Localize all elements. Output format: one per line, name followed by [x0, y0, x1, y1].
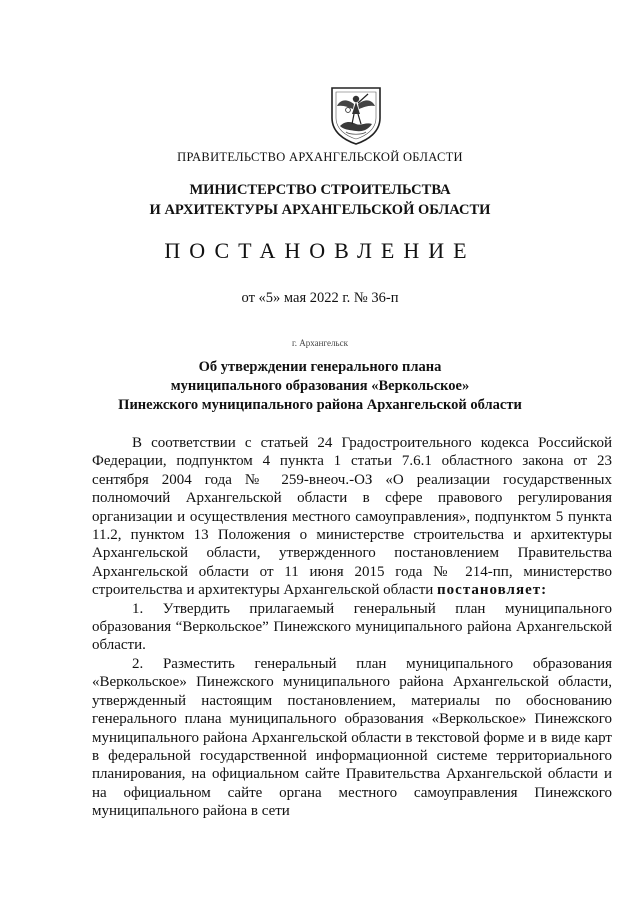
- subject-line2: муниципального образования «Веркольское»: [170, 378, 470, 394]
- subject-line3: Пинежского муниципального района Архангельской области: [118, 397, 522, 413]
- subject-line1: Об утверждении генерального плана: [198, 359, 442, 375]
- document-type: ПОСТАНОВЛЕНИЕ: [164, 238, 476, 263]
- coat-of-arms-icon: [328, 84, 384, 146]
- city-label: г. Архангельск: [292, 338, 348, 348]
- ministry-title: [0, 180, 640, 220]
- date-number: от «5» мая 2022 г. № 36-п: [241, 290, 399, 306]
- item-2-paragraph: 2. Разместить генеральный план муниципального образования «Веркольское» Пинежского муниципального района Архангельской области, утвержденный настоящим постановлением, материалы по обоснованию генерального плана муниципального образования «Веркольское» Пинежского муниципального района Архангельской области в текстовой форме и в виде карт в федеральной государственной информационной системе территориального планирования, на официальном сайте Правительства Архангельской области и на официальном сайте органа местного самоуправления Пинежского муниципального района в сети: [92, 655, 612, 820]
- preamble-text: В соответствии с статьей 24 Градостроительного кодекса Российской Федерации, подпунктом 4 пункта 1 статьи 7.6.1 областного закона от 23 сентября 2004 года № 259-внеоч.-ОЗ «О реализации государственных полномочий Архангельской области в сфере правового регулирования организации и осуществления местного самоуправления», подпунктом 5 пункта 11.2, пунктом 13 Положения о министерстве строительства и архитектуры Архангельской области, утвержденного постановлением Правительства Архангельской области от 11 июня 2015 года № 214-пп, министерство строительства и архитектуры Архангельской области: [92, 435, 612, 599]
- ministry-title-line2: И АРХИТЕКТУРЫ АРХАНГЕЛЬСКОЙ ОБЛАСТИ: [149, 202, 491, 218]
- preamble-paragraph: [92, 434, 612, 600]
- decides-keyword: постановляет:: [437, 582, 548, 599]
- document-body: [92, 434, 612, 821]
- item-1-paragraph: 1. Утвердить прилагаемый генеральный план муниципального образования “Веркольское” Пинежского муниципального района Архангельской области.: [92, 600, 612, 654]
- government-title: ПРАВИТЕЛЬСТВО АРХАНГЕЛЬСКОЙ ОБЛАСТИ: [177, 150, 463, 164]
- ministry-title-line1: МИНИСТЕРСТВО СТРОИТЕЛЬСТВА: [189, 182, 451, 198]
- document-subject: [0, 358, 640, 415]
